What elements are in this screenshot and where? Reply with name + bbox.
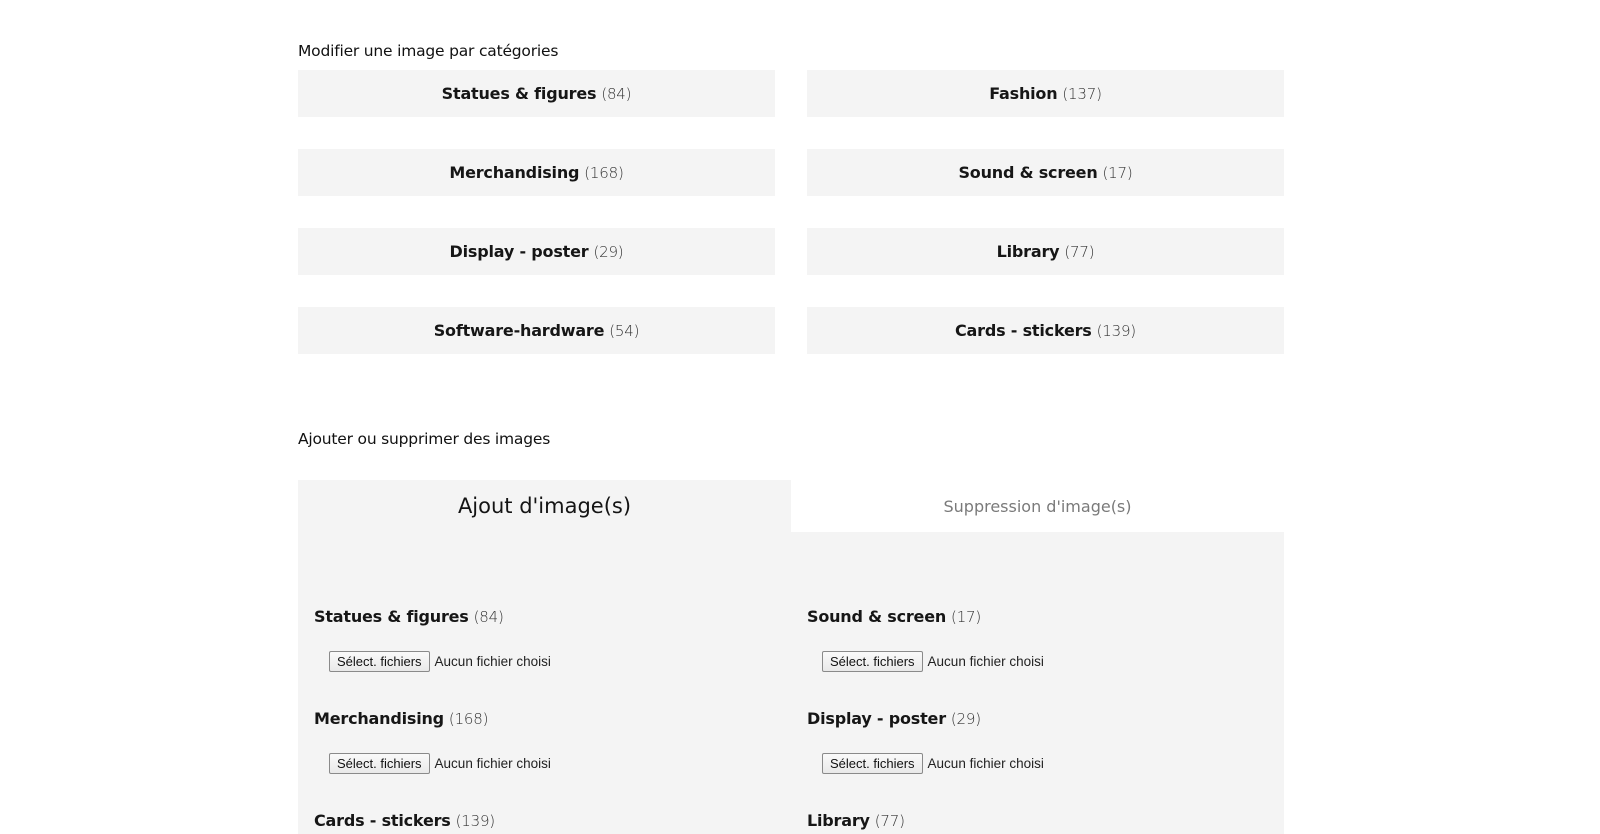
select-files-button[interactable]: Sélect. fichiers [329,753,430,774]
category-count: (139) [1096,321,1136,340]
file-input-merchandising[interactable] [329,753,551,774]
file-input-sound-screen[interactable] [822,651,1044,672]
category-name: Software-hardware [433,321,605,340]
category-count: (168) [584,163,624,182]
upload-category-name: Library [807,811,870,830]
upload-category-name: Merchandising [314,709,444,728]
image-tabs-panel [298,480,1284,834]
category-button-display-poster[interactable] [298,228,775,275]
file-status: Aucun fichier choisi [434,654,551,669]
upload-label-merchandising [314,709,488,728]
upload-category-count: (139) [455,812,495,830]
category-count: (17) [1102,163,1133,182]
category-count: (54) [609,321,640,340]
upload-category-count: (29) [950,710,981,728]
file-status: Aucun fichier choisi [434,756,551,771]
select-files-button[interactable]: Sélect. fichiers [822,753,923,774]
file-status: Aucun fichier choisi [927,756,1044,771]
category-name: Fashion [989,84,1058,103]
upload-label-cards-stickers [314,811,495,830]
select-files-button[interactable]: Sélect. fichiers [822,651,923,672]
upload-category-count: (77) [874,812,905,830]
file-input-statues-figures[interactable] [329,651,551,672]
upload-category-count: (84) [473,608,504,626]
add-remove-heading: Ajouter ou supprimer des images [298,430,551,448]
upload-label-display-poster [807,709,981,728]
file-status: Aucun fichier choisi [927,654,1044,669]
category-count: (137) [1062,84,1102,103]
category-button-cards-stickers[interactable] [807,307,1284,354]
category-button-fashion[interactable] [807,70,1284,117]
upload-category-count: (17) [951,608,982,626]
category-button-merchandising[interactable] [298,149,775,196]
upload-label-library [807,811,905,830]
upload-category-name: Sound & screen [807,607,947,626]
category-name: Display - poster [449,242,589,261]
file-input-display-poster[interactable] [822,753,1044,774]
category-button-sound-screen[interactable] [807,149,1284,196]
upload-category-name: Cards - stickers [314,811,451,830]
category-name: Cards - stickers [955,321,1092,340]
categories-heading: Modifier une image par catégories [298,42,559,60]
category-count: (84) [601,84,632,103]
upload-category-name: Statues & figures [314,607,469,626]
category-count: (77) [1064,242,1095,261]
upload-label-sound-screen [807,607,981,626]
tab-add-images[interactable]: Ajout d'image(s) [457,494,632,518]
category-name: Sound & screen [958,163,1098,182]
category-button-software-hardware[interactable] [298,307,775,354]
category-button-library[interactable] [807,228,1284,275]
upload-label-statues-figures [314,607,504,626]
tab-remove-images[interactable]: Suppression d'image(s) [791,480,1284,532]
category-count: (29) [593,242,624,261]
select-files-button[interactable]: Sélect. fichiers [329,651,430,672]
category-name: Library [996,242,1060,261]
category-name: Merchandising [449,163,580,182]
upload-category-name: Display - poster [807,709,946,728]
upload-category-count: (168) [448,710,489,728]
category-name: Statues & figures [441,84,597,103]
category-button-statues-figures[interactable] [298,70,775,117]
